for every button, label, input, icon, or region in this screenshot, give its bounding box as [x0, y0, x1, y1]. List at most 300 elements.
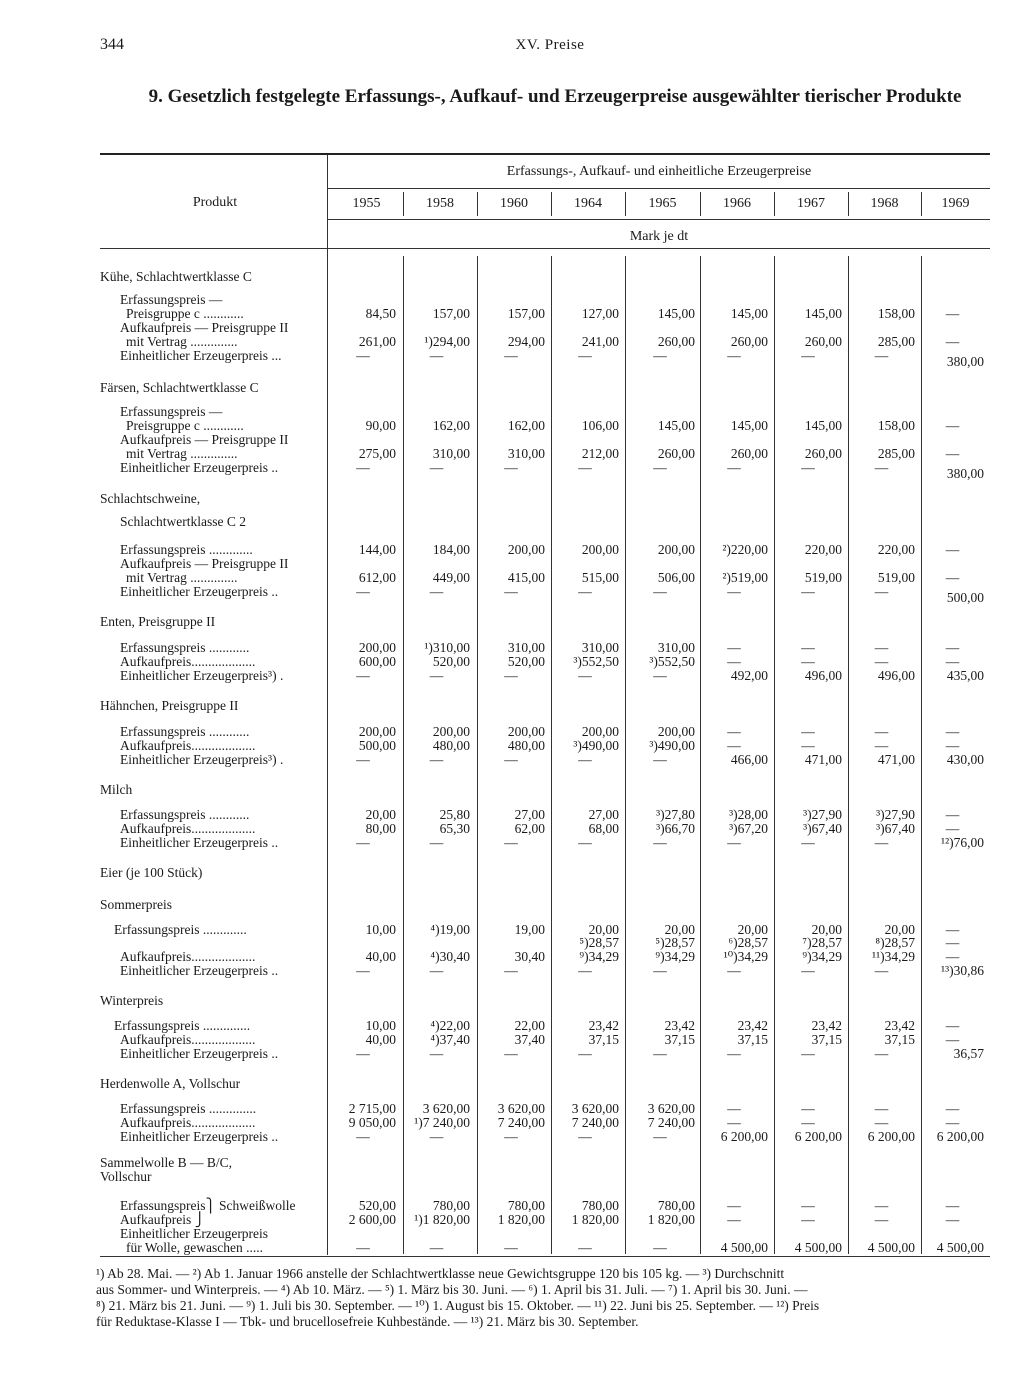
table-cell: 157,00	[507, 306, 545, 321]
table-cell: —	[429, 752, 444, 767]
table-cell: —	[727, 1212, 741, 1227]
table-cell: 4 500,00	[794, 1240, 842, 1255]
table-cell: 220,00	[804, 542, 842, 557]
table-cell: 520,00	[432, 654, 470, 669]
table-cell: —	[653, 752, 667, 767]
table-cell: —	[356, 752, 370, 767]
table-cell: 36,57	[953, 1046, 984, 1061]
table-cell: 80,00	[365, 821, 396, 836]
table-cell: ¹⁰)34,29	[723, 949, 768, 964]
table-cell: —	[653, 963, 667, 978]
row-label: Herdenwolle A, Vollschur	[100, 1076, 241, 1091]
table-cell: —	[578, 460, 592, 475]
table-cell: 260,00	[657, 446, 695, 461]
header-bottom-rule	[100, 248, 990, 249]
table-cell: ²)220,00	[722, 542, 768, 557]
table-cell: 145,00	[804, 306, 842, 321]
footnote-rule	[100, 1256, 990, 1257]
table-cell: —	[727, 584, 741, 599]
table-cell: 157,00	[432, 306, 470, 321]
table-cell: ⁴)19,00	[430, 922, 470, 937]
table-cell: —	[727, 460, 741, 475]
table-cell: 449,00	[432, 570, 470, 585]
table-cell: —	[801, 963, 815, 978]
table-cell: —	[727, 738, 741, 753]
table-cell: ³)67,20	[729, 821, 768, 836]
table-cell: —	[356, 348, 370, 363]
row-label: Preisgruppe c ............	[126, 418, 244, 433]
table-cell: —	[874, 963, 889, 978]
table-cell: —	[945, 306, 960, 321]
table-cell: 471,00	[877, 752, 915, 767]
table-cell: 415,00	[507, 570, 545, 585]
table-cell: —	[578, 348, 592, 363]
table-cell: 37,40	[514, 1032, 545, 1047]
table-cell: 2 600,00	[348, 1212, 396, 1227]
row-label: Sammelwolle B — B/C,	[100, 1155, 233, 1170]
year-separator	[921, 192, 922, 216]
row-label: Kühe, Schlachtwertklasse C	[100, 269, 252, 284]
year-separator	[774, 192, 775, 216]
table-cell: —	[945, 1115, 960, 1130]
table-cell: —	[356, 963, 370, 978]
table-cell: —	[801, 835, 815, 850]
year-separator	[403, 192, 404, 216]
table-cell: —	[356, 1240, 370, 1255]
row-label: Einheitlicher Erzeugerpreis ..	[120, 584, 279, 599]
table-cell: 145,00	[730, 306, 768, 321]
table-cell: —	[504, 668, 518, 683]
table-cell: —	[801, 1198, 815, 1213]
table-cell: —	[578, 963, 592, 978]
table-cell: 200,00	[507, 724, 545, 739]
table-cell: —	[578, 1240, 592, 1255]
table-cell: 6 200,00	[794, 1129, 842, 1144]
row-label: Aufkaufpreis...................	[120, 654, 256, 669]
table-cell: ³)552,50	[649, 654, 695, 669]
row-label: Einheitlicher Erzeugerpreis ..	[120, 835, 279, 850]
table-cell: —	[504, 460, 518, 475]
table-cell: 260,00	[730, 446, 768, 461]
table-cell: 496,00	[804, 668, 842, 683]
years-rule	[328, 219, 990, 220]
table-cell: 466,00	[730, 752, 768, 767]
group-header-rule	[328, 188, 990, 189]
table-cell: ⁴)22,00	[430, 1018, 470, 1033]
table-cell: 37,15	[588, 1032, 619, 1047]
table-cell: 200,00	[657, 542, 695, 557]
table-cell: —	[727, 724, 741, 739]
table-cell: 200,00	[358, 724, 396, 739]
row-label: Einheitlicher Erzeugerpreis³) .	[120, 668, 284, 683]
row-label: Aufkaufpreis...................	[120, 1032, 256, 1047]
table-cell: ³)66,70	[656, 821, 695, 836]
row-label: Schlachtschweine,	[100, 491, 201, 506]
table-cell: 1 820,00	[647, 1212, 695, 1227]
table-cell: —	[874, 460, 889, 475]
table-cell: 6 200,00	[936, 1129, 984, 1144]
row-label: Aufkaufpreis...................	[120, 949, 256, 964]
table-cell: —	[429, 963, 444, 978]
row-label: Erfassungspreis ............	[120, 807, 250, 822]
table-cell: ³)27,90	[876, 807, 915, 822]
row-label: Erfassungspreis⎫ Schweißwolle	[120, 1198, 296, 1213]
table-cell: 285,00	[877, 334, 915, 349]
row-label: Milch	[100, 782, 133, 797]
table-cell: 20,00	[811, 922, 842, 937]
table-cell: 480,00	[432, 738, 470, 753]
table-cell: ¹²)76,00	[941, 835, 984, 850]
table-cell: ³)67,40	[876, 821, 915, 836]
table-cell: 310,00	[507, 640, 545, 655]
year-header-1966: 1966	[723, 196, 751, 211]
row-label: Erfassungspreis —	[120, 292, 223, 307]
table-cell: —	[578, 1046, 592, 1061]
row-label: Einheitlicher Erzeugerpreis ..	[120, 1046, 279, 1061]
table-cell: 496,00	[877, 668, 915, 683]
table-cell: —	[801, 724, 815, 739]
table-cell: 37,15	[737, 1032, 768, 1047]
table-cell: —	[801, 1046, 815, 1061]
year-header-1958: 1958	[426, 196, 454, 211]
table-cell: —	[945, 334, 960, 349]
table-cell: ¹)294,00	[424, 334, 470, 349]
table-cell: 19,00	[514, 922, 545, 937]
table-cell: —	[874, 348, 889, 363]
table-cell: —	[945, 640, 960, 655]
row-label: mit Vertrag ..............	[126, 334, 238, 349]
table-cell: —	[874, 724, 889, 739]
table-cell: —	[504, 1129, 518, 1144]
table-cell: 145,00	[657, 418, 695, 433]
table-cell: —	[356, 1046, 370, 1061]
row-label: Einheitlicher Erzeugerpreis ..	[120, 460, 279, 475]
table-cell: —	[801, 1115, 815, 1130]
product-column-header: Produkt	[192, 195, 238, 210]
table-cell: 480,00	[507, 738, 545, 753]
table-cell: 4 500,00	[720, 1240, 768, 1255]
table-cell: —	[945, 446, 960, 461]
table-cell: —	[801, 1212, 815, 1227]
table-cell: 430,00	[946, 752, 984, 767]
table-cell: 260,00	[804, 446, 842, 461]
table-cell: 3 620,00	[571, 1101, 619, 1116]
table-cell: 471,00	[804, 752, 842, 767]
table-cell: —	[429, 348, 444, 363]
table-cell: —	[945, 570, 960, 585]
table-cell: 260,00	[730, 334, 768, 349]
table-cell: —	[356, 668, 370, 683]
table-cell: 780,00	[657, 1198, 695, 1213]
table-cell: 261,00	[358, 334, 396, 349]
row-label: Erfassungspreis ..............	[120, 1101, 257, 1116]
table-cell: 162,00	[432, 418, 470, 433]
table-cell: 158,00	[877, 418, 915, 433]
table-cell: —	[874, 1101, 889, 1116]
table-cell: —	[945, 542, 960, 557]
table-cell: —	[653, 1046, 667, 1061]
table-cell: 23,42	[884, 1018, 915, 1033]
table-cell: —	[429, 1240, 444, 1255]
table-cell: 7 240,00	[647, 1115, 695, 1130]
table-cell: 162,00	[507, 418, 545, 433]
row-label: Preisgruppe c ............	[126, 306, 244, 321]
table-cell: 37,15	[664, 1032, 695, 1047]
table-cell: 7 240,00	[497, 1115, 545, 1130]
table-cell: 612,00	[358, 570, 396, 585]
table-cell: —	[874, 1198, 889, 1213]
table-cell: 158,00	[877, 306, 915, 321]
table-cell: 20,00	[737, 922, 768, 937]
table-cell: 65,30	[439, 821, 470, 836]
table-cell: 500,00	[358, 738, 396, 753]
table-cell: 212,00	[581, 446, 619, 461]
table-cell: —	[356, 584, 370, 599]
table-cell: —	[727, 1198, 741, 1213]
table-cell: ⁹)34,29	[655, 949, 695, 964]
table-cell: 780,00	[581, 1198, 619, 1213]
table-cell: —	[653, 835, 667, 850]
table-cell: —	[504, 348, 518, 363]
table-cell: 23,42	[664, 1018, 695, 1033]
table-cell: —	[429, 460, 444, 475]
table-cell: —	[874, 584, 889, 599]
table-cell: ¹)7 240,00	[414, 1115, 470, 1130]
table-cell: 200,00	[581, 724, 619, 739]
year-header-1965: 1965	[648, 196, 677, 211]
table-cell: 515,00	[581, 570, 619, 585]
table-cell: ³)490,00	[649, 738, 695, 753]
table-cell: ³)552,50	[573, 654, 619, 669]
row-label: Einheitlicher Erzeugerpreis ..	[120, 963, 279, 978]
table-cell: 10,00	[365, 1018, 396, 1033]
table-cell: —	[653, 584, 667, 599]
row-label: mit Vertrag ..............	[126, 446, 238, 461]
table-cell: ³)490,00	[573, 738, 619, 753]
table-cell: ¹)310,00	[424, 640, 470, 655]
table-cell: 380,00	[946, 466, 984, 481]
table-cell: 40,00	[365, 1032, 396, 1047]
row-label: Aufkaufpreis ⎭	[120, 1212, 205, 1227]
table-cell: ³)27,90	[803, 807, 842, 822]
table-cell: 20,00	[365, 807, 396, 822]
row-label: Erfassungspreis .............	[114, 922, 247, 937]
table-cell: —	[801, 640, 815, 655]
table-cell: —	[801, 738, 815, 753]
table-cell: —	[801, 460, 815, 475]
table-cell: 1 820,00	[497, 1212, 545, 1227]
table-cell: 10,00	[365, 922, 396, 937]
table-cell: 184,00	[432, 542, 470, 557]
table-cell: —	[801, 654, 815, 669]
table-cell: —	[653, 1240, 667, 1255]
table-cell: ³)67,40	[803, 821, 842, 836]
table-top-rule	[100, 153, 990, 155]
table-cell: 23,42	[811, 1018, 842, 1033]
table-cell: 200,00	[358, 640, 396, 655]
table-cell: —	[578, 1129, 592, 1144]
table-cell: 285,00	[877, 446, 915, 461]
table-cell: 200,00	[657, 724, 695, 739]
table-cell: 145,00	[657, 306, 695, 321]
row-label: Hähnchen, Preisgruppe II	[100, 698, 239, 713]
table-cell: 6 200,00	[720, 1129, 768, 1144]
table-cell: —	[429, 835, 444, 850]
row-label: Einheitlicher Erzeugerpreis³) .	[120, 752, 284, 767]
table-cell: 37,15	[884, 1032, 915, 1047]
table-cell: —	[429, 1046, 444, 1061]
table-cell: —	[945, 935, 960, 950]
year-header-1967: 1967	[797, 196, 825, 211]
table-cell: 145,00	[730, 418, 768, 433]
table-cell: —	[945, 1018, 960, 1033]
table-cell: —	[801, 348, 815, 363]
table-cell: 2 715,00	[348, 1101, 396, 1116]
table-cell: —	[945, 724, 960, 739]
table-cell: —	[504, 1046, 518, 1061]
table-cell: 30,40	[514, 949, 545, 964]
table-cell: ⁸)28,57	[875, 935, 915, 950]
table-cell: —	[504, 1240, 518, 1255]
year-separator	[477, 192, 478, 216]
table-cell: 37,15	[811, 1032, 842, 1047]
table-cell: —	[727, 640, 741, 655]
row-label: Schlachtwertklasse C 2	[120, 514, 246, 529]
table-cell: —	[653, 1129, 667, 1144]
table-cell: —	[727, 1046, 741, 1061]
row-label: Erfassungspreis ............	[120, 724, 250, 739]
row-label: Aufkaufpreis...................	[120, 738, 256, 753]
table-cell: 20,00	[588, 922, 619, 937]
table-cell: —	[429, 1129, 444, 1144]
table-cell: —	[945, 949, 960, 964]
table-cell: 780,00	[507, 1198, 545, 1213]
table-cell: 492,00	[730, 668, 768, 683]
table-cell: 3 620,00	[422, 1101, 470, 1116]
table-cell: 275,00	[358, 446, 396, 461]
row-label: Aufkaufpreis...................	[120, 1115, 256, 1130]
table-cell: 506,00	[657, 570, 695, 585]
table-cell: —	[945, 654, 960, 669]
table-cell: ⁷)28,57	[802, 935, 842, 950]
table-cell: 3 620,00	[497, 1101, 545, 1116]
table-cell: —	[578, 835, 592, 850]
table-cell: 84,50	[365, 306, 396, 321]
table-cell: 435,00	[946, 668, 984, 683]
table-cell: 22,00	[514, 1018, 545, 1033]
year-header-1969: 1969	[941, 196, 970, 211]
row-label: für Wolle, gewaschen .....	[126, 1240, 263, 1255]
table-cell: —	[945, 1198, 960, 1213]
row-label: Erfassungspreis ..............	[114, 1018, 251, 1033]
table-cell: —	[727, 1115, 741, 1130]
table-cell: ⁵)28,57	[579, 935, 619, 950]
table-cell: 600,00	[358, 654, 396, 669]
table-cell: —	[801, 584, 815, 599]
row-label: Aufkaufpreis — Preisgruppe II	[120, 556, 289, 571]
table-cell: 1 820,00	[571, 1212, 619, 1227]
table-cell: 27,00	[514, 807, 545, 822]
table-cell: —	[429, 584, 444, 599]
table-cell: —	[945, 418, 960, 433]
table-cell: 260,00	[804, 334, 842, 349]
table-cell: —	[874, 1212, 889, 1227]
year-header-1968: 1968	[870, 196, 899, 211]
chapter-heading: XV. Preise	[515, 37, 585, 53]
table-cell: —	[727, 835, 741, 850]
table-cell: —	[874, 654, 889, 669]
table-cell: 380,00	[946, 354, 984, 369]
footnote-line: für Reduktase-Klasse I — Tbk- und brucellosefreie Kuhbestände. — ¹³) 21. März bis 30. September.	[96, 1314, 639, 1329]
table-cell: —	[653, 460, 667, 475]
table-cell: —	[727, 963, 741, 978]
stub-divider	[327, 155, 328, 1255]
table-cell: 90,00	[365, 418, 396, 433]
table-cell: 20,00	[884, 922, 915, 937]
table-cell: —	[653, 668, 667, 683]
table-cell: —	[653, 348, 667, 363]
row-label: Einheitlicher Erzeugerpreis ..	[120, 1129, 279, 1144]
year-separator	[848, 192, 849, 216]
table-cell: —	[504, 835, 518, 850]
row-label: Erfassungspreis —	[120, 404, 223, 419]
footnote-line: ⁸) 21. März bis 21. Juni. — ⁹) 1. Juli bis 30. September. — ¹⁰) 1. August bis 15. Oktober. — ¹¹) 22. Juni bis 25. September. — ¹²) Preis	[96, 1298, 820, 1313]
table-cell: 310,00	[581, 640, 619, 655]
row-label: Enten, Preisgruppe II	[100, 614, 216, 629]
table-cell: 310,00	[507, 446, 545, 461]
table-cell: —	[945, 1101, 960, 1116]
table-cell: —	[727, 654, 741, 669]
table-cell: 68,00	[588, 821, 619, 836]
table-cell: ⁵)28,57	[655, 935, 695, 950]
row-label: Einheitlicher Erzeugerpreis ...	[120, 348, 282, 363]
table-cell: —	[727, 348, 741, 363]
table-cell: ⁴)37,40	[430, 1032, 470, 1047]
table-cell: 145,00	[804, 418, 842, 433]
table-cell: 200,00	[432, 724, 470, 739]
table-cell: 27,00	[588, 807, 619, 822]
table-cell: 6 200,00	[867, 1129, 915, 1144]
table-cell: —	[429, 668, 444, 683]
table-cell: —	[578, 668, 592, 683]
table-cell: —	[504, 584, 518, 599]
year-header-1964: 1964	[574, 196, 602, 211]
table-cell: 241,00	[581, 334, 619, 349]
table-cell: 9 050,00	[348, 1115, 396, 1130]
table-cell: 310,00	[657, 640, 695, 655]
table-cell: ¹)1 820,00	[414, 1212, 470, 1227]
table-cell: —	[874, 640, 889, 655]
table-cell: ³)28,00	[729, 807, 768, 822]
table-cell: —	[945, 922, 960, 937]
table-cell: 4 500,00	[936, 1240, 984, 1255]
footnote-line: aus Sommer- und Winterpreis. — ⁴) Ab 10. März. — ⁵) 1. März bis 30. Juni. — ⁶) 1. April bis 31. Juli. — ⁷) 1. April bis 30. Juni. —	[96, 1282, 808, 1297]
table-cell: 25,80	[439, 807, 470, 822]
year-separator	[700, 192, 701, 216]
table-cell: —	[945, 1032, 960, 1047]
table-cell: ⁹)34,29	[579, 949, 619, 964]
row-label: Winterpreis	[100, 993, 164, 1008]
row-label: Vollschur	[100, 1169, 152, 1184]
footnote-line: ¹) Ab 28. Mai. — ²) Ab 1. Januar 1966 anstelle der Schlachtwertklasse neue Gewichtsgruppe 120 bis 105 kg. — ³) Durchschnitt	[96, 1266, 785, 1281]
table-cell: —	[874, 1046, 889, 1061]
row-label: Eier (je 100 Stück)	[100, 865, 203, 880]
table-cell: 200,00	[581, 542, 619, 557]
table-cell: ¹³)30,86	[941, 963, 984, 978]
row-label: Aufkaufpreis...................	[120, 821, 256, 836]
table-cell: —	[801, 1101, 815, 1116]
year-separator	[551, 192, 552, 216]
